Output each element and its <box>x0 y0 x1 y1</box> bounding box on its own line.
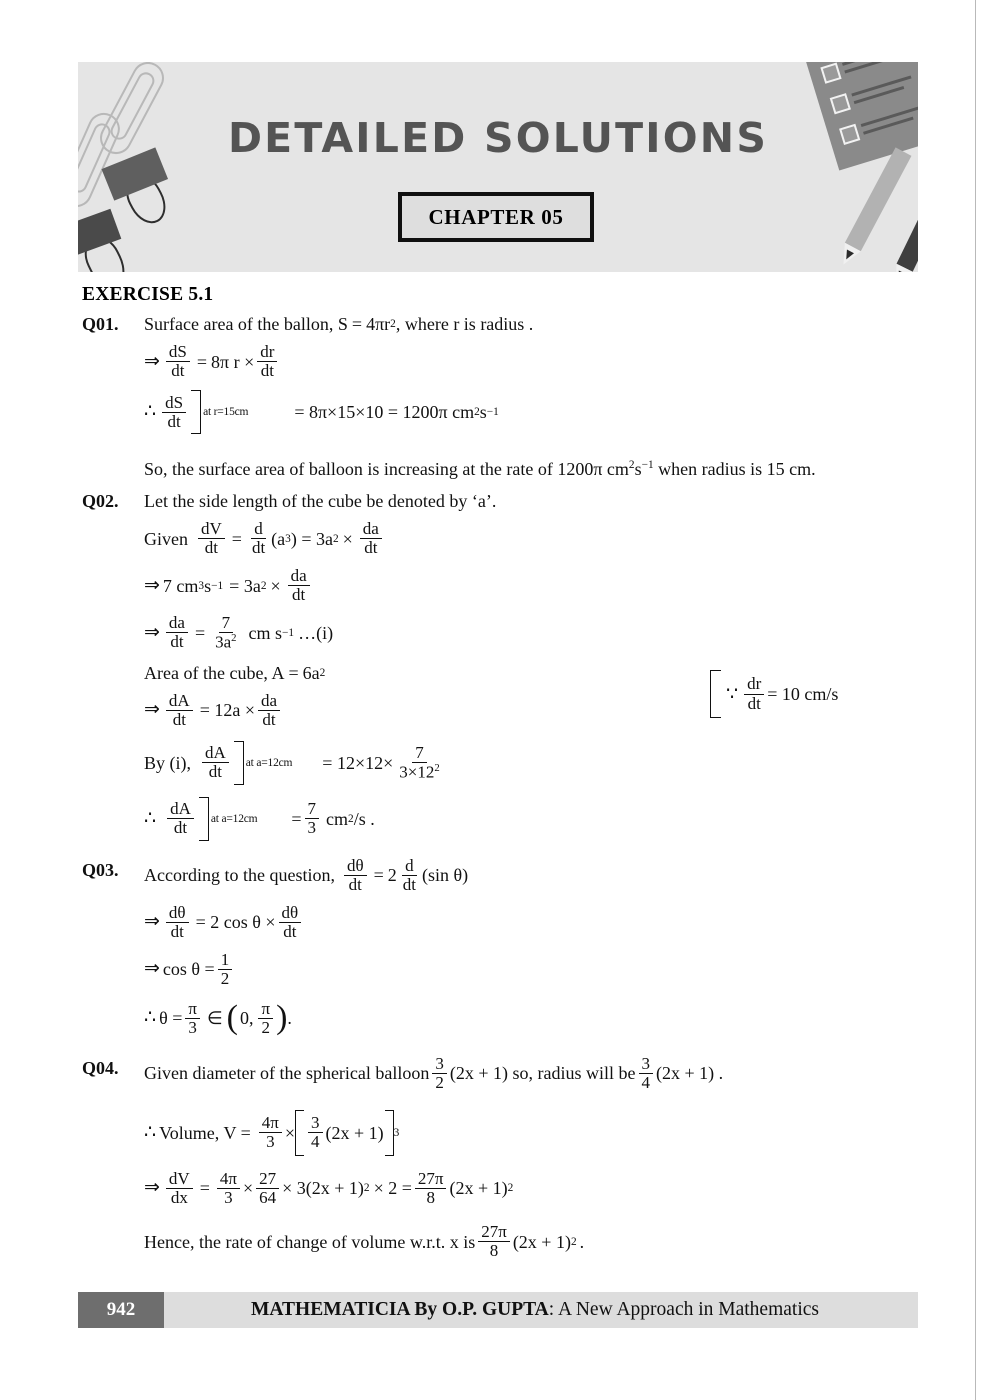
q02-l7-unit: cm <box>326 808 349 829</box>
q03-l3-period: . <box>287 1008 292 1029</box>
implies-arrow: ⇒ <box>144 574 160 596</box>
q04-conclusion-c: . <box>579 1231 585 1252</box>
q03-intro-text: According to the question, <box>144 865 335 886</box>
q02-l2-lhs-exp: 3 <box>198 579 205 592</box>
question-q04 <box>82 1055 922 1092</box>
q02-l3-ref: …(i) <box>298 622 334 643</box>
fraction-pi-2: $\frac{\pi}{2}$ <box>258 1000 273 1037</box>
chapter-label: CHAPTER 05 <box>428 204 564 229</box>
fraction-d-dt: $\frac{d}{dt}$ <box>402 855 417 894</box>
fraction-dA-dt: $\frac{dA}{dt}$ <box>166 692 193 729</box>
q02-l2-lhs-s: s <box>204 575 212 596</box>
fraction-27-64: $\frac{27}{64}$ <box>256 1170 279 1207</box>
fraction-7-3a2: $\frac{7}{3a^2}$ <box>215 613 237 652</box>
q02-l2-lhs: 7 cm <box>162 575 199 596</box>
q02-line-7 <box>144 797 922 841</box>
q02-l7-unit-exp: 2 <box>348 812 354 825</box>
q02-line-3 <box>144 614 922 652</box>
fraction-dtheta-dt: $\frac{d\theta}{dt}$ <box>344 857 367 894</box>
fraction-dA-dt: $\frac{dA}{dt}$ <box>202 744 229 781</box>
q01-l1-mid: 8π r × <box>211 351 255 372</box>
q02-l6-eq: = 12×12× <box>322 752 394 773</box>
q02-l3-eq: = <box>194 622 206 643</box>
implies-arrow: ⇒ <box>144 1177 160 1199</box>
implies-arrow: ⇒ <box>144 911 160 933</box>
q02-l4-b: 6a <box>302 662 320 683</box>
footer-brand: MATHEMATICIA By O.P. GUPTA <box>250 1299 549 1320</box>
q02-l4-a: Area of the cube, A <box>144 662 285 683</box>
page-right-rule <box>975 0 976 1400</box>
q04-l2-exp2: 2 <box>507 1182 514 1195</box>
fraction-7-3x122: $\frac{7}{3\times 12^2}$ <box>399 742 440 782</box>
therefore-symbol: ∴ <box>144 401 157 423</box>
q02-l5-eq: = 12a × <box>199 700 255 721</box>
fraction-dA-dt: $\frac{dA}{dt}$ <box>167 800 194 837</box>
evaluation-bracket <box>199 797 209 841</box>
q01-intro-b: 4πr <box>366 314 391 334</box>
evaluation-bracket <box>234 741 244 785</box>
page-title: DETAILED SOLUTIONS <box>227 114 769 162</box>
q04-l2-times2: × 3(2x + 1) <box>282 1178 364 1199</box>
q04-line-1 <box>144 1110 922 1156</box>
q04-conclusion-a: Hence, the rate of change of volume w.r.t. x is <box>144 1231 476 1252</box>
fraction-dV-dt: $\frac{dV}{dt}$ <box>198 520 225 557</box>
therefore-symbol: ∴ <box>144 1121 157 1143</box>
q02-l3-unit: cm s <box>248 622 283 643</box>
q01-l2-exp1: 2 <box>474 406 480 419</box>
fraction-d-dt: $\frac{d}{dt}$ <box>251 519 266 558</box>
close-square-bracket <box>385 1110 394 1156</box>
solutions-content <box>82 284 922 1260</box>
q01-l1-eq: = <box>196 351 208 372</box>
open-paren: ( <box>226 999 238 1037</box>
q02-l2-eq: = 3a <box>229 575 261 596</box>
fraction-dr-dt: $\frac{dr}{dt}$ <box>744 675 764 712</box>
q02-l1-mid: (a <box>271 528 286 549</box>
q01-l2-unit: s <box>479 402 487 423</box>
q04-conclusion-exp: 2 <box>570 1235 577 1248</box>
q04-conclusion-b: (2x + 1) <box>512 1231 571 1252</box>
q02-line-6 <box>144 741 922 785</box>
q02-l7-unit-tail: /s . <box>353 808 375 829</box>
q01-intro-exp: 2 <box>390 318 396 330</box>
q01-l2-subscript: at r=15cm <box>203 406 249 419</box>
implies-arrow: ⇒ <box>144 958 160 980</box>
q01-note-rhs: = 10 cm/s <box>767 683 839 704</box>
q01-conclusion-c: when radius is 15 cm. <box>653 459 816 480</box>
q02-l2-lhs-exp2: −1 <box>211 579 224 592</box>
q04-line-2 <box>144 1170 922 1207</box>
question-q03 <box>82 857 922 894</box>
chapter-badge <box>398 192 594 242</box>
fraction-27pi-8: $\frac{27\pi}{8}$ <box>415 1170 447 1207</box>
q01-conclusion-exp1: 2 <box>628 459 635 472</box>
footer-brand-line <box>164 1292 918 1328</box>
fraction-4pi-3: $\frac{4\pi}{3}$ <box>217 1170 240 1207</box>
therefore-symbol: ∴ <box>144 807 157 829</box>
fraction-1-2: $\frac{1}{2}$ <box>218 951 233 988</box>
q02-l2-eq-exp: 2 <box>260 579 267 592</box>
because-symbol: ∵ <box>726 683 739 705</box>
q04-l2-tail: (2x + 1) <box>449 1178 508 1199</box>
q04-l2-times3: × 2 = <box>373 1178 412 1199</box>
q03-l1-eq: = 2 cos θ × <box>195 912 276 933</box>
question-label: Q03. <box>82 859 119 880</box>
q04-conclusion <box>144 1223 922 1260</box>
q01-conclusion <box>144 452 922 482</box>
question-label: Q04. <box>82 1057 119 1078</box>
question-q02 <box>82 488 922 514</box>
q01-line-1 <box>144 343 922 380</box>
exercise-heading: EXERCISE 5.1 <box>82 284 214 305</box>
q02-l1-mid-exp: 3 <box>285 532 291 545</box>
q04-l1-outer-exp: 3 <box>393 1126 400 1139</box>
element-of-symbol: ∈ <box>206 1008 223 1029</box>
q04-l1-lead: Volume, V = <box>159 1122 251 1143</box>
q03-l2-lhs: cos θ = <box>162 959 215 980</box>
q01-side-note <box>710 670 838 718</box>
q03-line-1 <box>144 904 922 941</box>
question-label: Q01. <box>82 314 119 334</box>
question-q01 <box>82 311 922 337</box>
q04-intro <box>144 1055 922 1092</box>
q02-l6-subscript: at a=12cm <box>245 756 293 769</box>
q02-l3-unit-exp: −1 <box>282 626 295 639</box>
fraction-da-dt: $\frac{da}{dt}$ <box>258 692 280 729</box>
question-label: Q02. <box>82 491 119 512</box>
page-number-badge: 942 <box>78 1292 164 1328</box>
q01-conclusion-exp2: −1 <box>641 459 654 472</box>
q02-l6-lead: By (i), <box>144 752 191 773</box>
fraction-3-2: $\frac{3}{2}$ <box>432 1055 447 1092</box>
q02-line-1 <box>144 520 922 557</box>
fraction-3-4: $\frac{3}{4}$ <box>639 1055 654 1092</box>
fraction-7-3: $\frac{7}{3}$ <box>305 800 320 837</box>
fraction-dtheta-dt: $\frac{d\theta}{dt}$ <box>279 904 302 941</box>
fraction-27pi-8: $\frac{27\pi}{8}$ <box>478 1223 510 1260</box>
q04-l2-exp1: 2 <box>363 1182 370 1195</box>
q03-intro-eq: = <box>373 865 384 886</box>
q04-l1-inner: (2x + 1) <box>325 1122 384 1143</box>
q02-l1-lead: Given <box>144 528 188 549</box>
implies-arrow: ⇒ <box>144 350 160 372</box>
fraction-da-dt: $\frac{da}{dt}$ <box>360 520 382 557</box>
fraction-da-dt: $\frac{da}{dt}$ <box>166 614 188 651</box>
fraction-dtheta-dt: $\frac{d\theta}{dt}$ <box>166 904 189 941</box>
fraction-dr-dt: $\frac{dr}{dt}$ <box>257 343 277 380</box>
q04-l1-times: × <box>284 1122 296 1143</box>
q03-intro <box>144 857 922 894</box>
close-paren: ) <box>276 999 288 1037</box>
q04-intro-c: (2x + 1) . <box>656 1063 724 1084</box>
q01-intro-a: Surface area of the ballon, S <box>144 314 348 334</box>
q03-line-3 <box>144 1000 922 1037</box>
q01-intro-eq: = <box>351 314 363 334</box>
q01-l2-exp2: −1 <box>486 406 499 419</box>
q02-l4-eq: = <box>288 662 299 683</box>
q02-intro: Let the side length of the cube be denoted by ‘a’. <box>144 491 497 512</box>
q02-l2-times: × <box>270 575 281 596</box>
q02-l4-exp: 2 <box>319 666 326 679</box>
q03-intro-mid: 2 <box>387 865 397 886</box>
implies-arrow: ⇒ <box>144 699 160 721</box>
fraction-da-dt: $\frac{da}{dt}$ <box>288 567 310 604</box>
q03-l3-lhs: θ = <box>159 1008 183 1029</box>
q01-conclusion-b: s <box>634 459 642 480</box>
open-bracket <box>710 670 721 718</box>
implies-arrow: ⇒ <box>144 621 160 643</box>
q04-l2-eq: = <box>199 1178 210 1199</box>
page-footer <box>78 1292 918 1328</box>
footer-tagline: : A New Approach in Mathematics <box>548 1299 819 1320</box>
evaluation-bracket <box>191 390 201 434</box>
q03-l3-zero: 0, <box>239 1008 254 1029</box>
q02-line-2 <box>144 567 922 604</box>
q02-l1-mid-exp2: 2 <box>332 532 339 545</box>
q02-l1-mid-close: ) = 3a <box>290 528 333 549</box>
q01-conclusion-a: So, the surface area of balloon is increasing at the rate of 1200π cm <box>144 459 629 480</box>
header-banner <box>78 62 918 272</box>
q03-intro-tail: (sin θ) <box>422 865 469 886</box>
q02-l1-times: × <box>342 528 353 549</box>
q02-l7-eq: = <box>291 808 302 829</box>
q04-l2-times1: × <box>242 1178 254 1199</box>
fraction-dS-dt: $\frac{dS}{dt}$ <box>166 343 190 380</box>
fraction-dV-dx: $\frac{dV}{dx}$ <box>166 1170 193 1207</box>
open-square-bracket <box>295 1110 304 1156</box>
therefore-symbol: ∴ <box>144 1007 157 1029</box>
q04-intro-b: (2x + 1) so, radius will be <box>449 1063 636 1084</box>
fraction-3-4: $\frac{3}{4}$ <box>308 1114 323 1151</box>
fraction-dS-dt: $\frac{dS}{dt}$ <box>162 394 186 431</box>
q01-line-2 <box>144 390 922 434</box>
q04-intro-a: Given diameter of the spherical balloon <box>144 1063 430 1084</box>
fraction-4pi-3: $\frac{4\pi}{3}$ <box>259 1114 282 1151</box>
q02-l1-eq: = <box>231 528 242 549</box>
q01-l2-rhs: = 8π×15×10 = 1200π cm <box>294 402 475 423</box>
q02-l7-subscript: at a=12cm <box>210 812 258 825</box>
q01-intro-c: , where r is radius . <box>395 314 534 334</box>
q03-line-2 <box>144 951 922 988</box>
fraction-pi-3: $\frac{\pi}{3}$ <box>185 1000 200 1037</box>
